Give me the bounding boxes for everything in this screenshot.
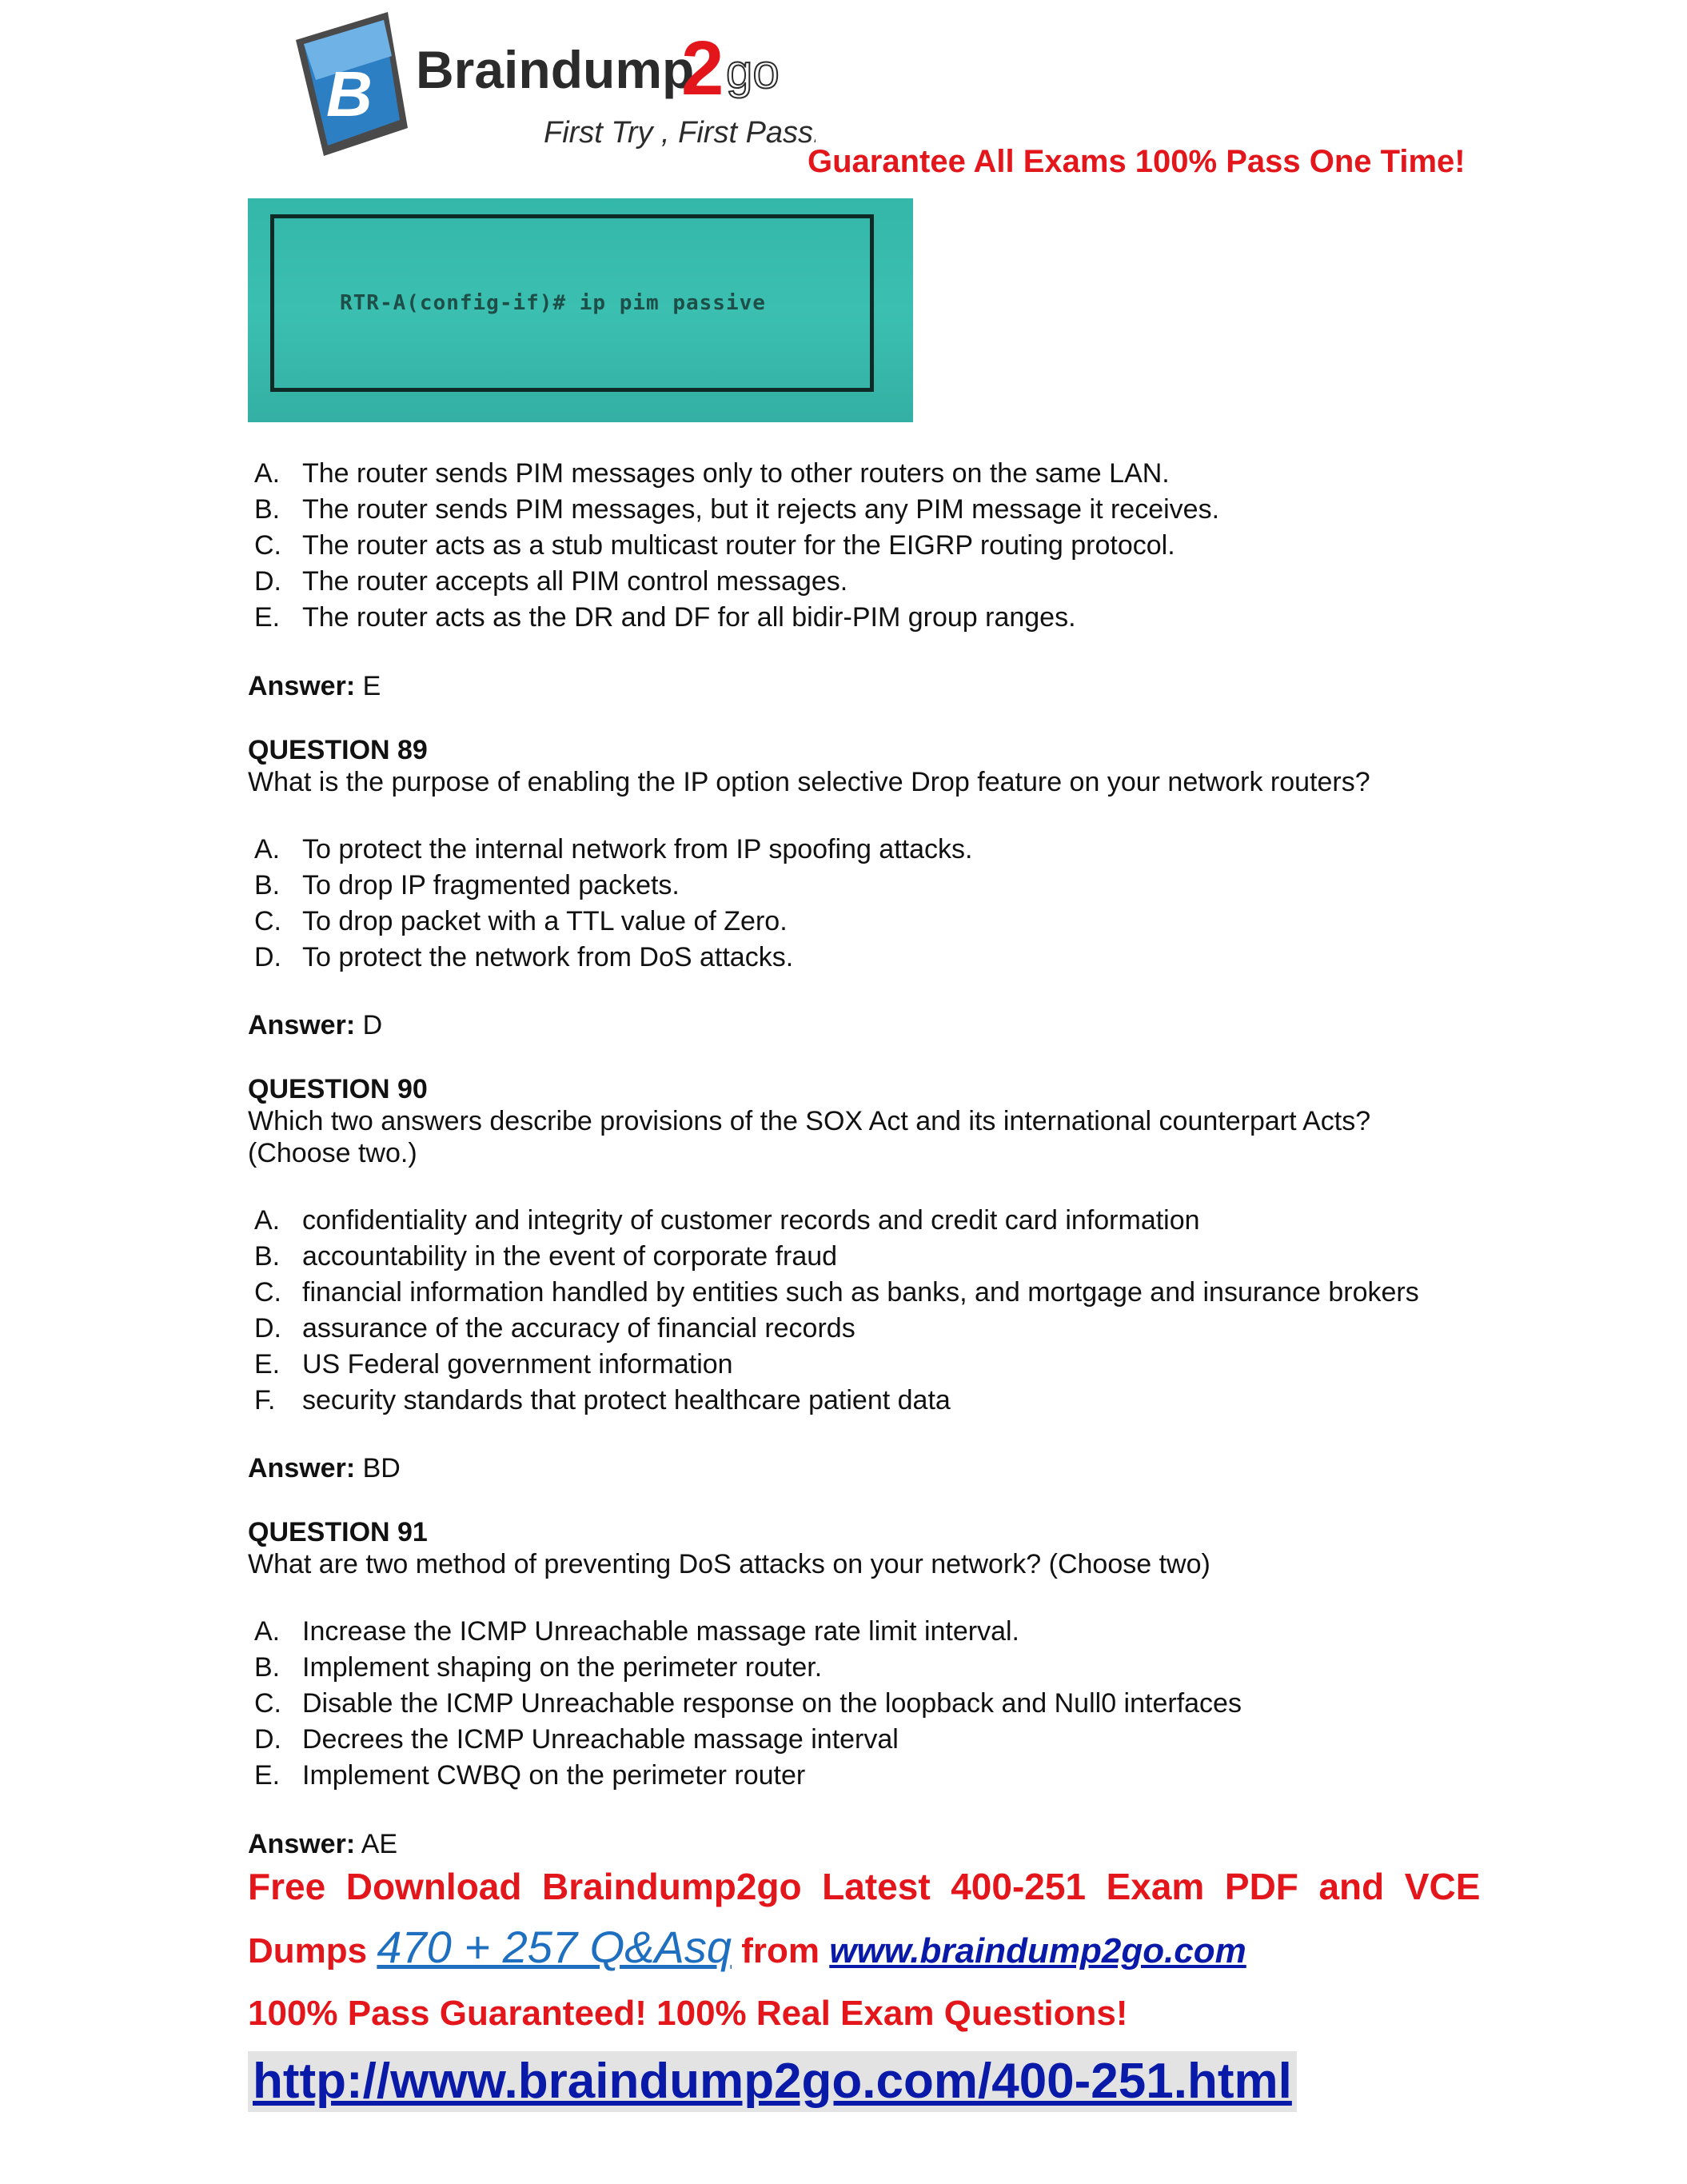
promo-dumps-line: [248, 1921, 1246, 1978]
answer-q88: Answer: E: [248, 671, 381, 701]
list-item: C. To drop packet with a TTL value of Zero.: [254, 906, 788, 936]
svg-text:2: 2: [681, 26, 724, 111]
list-item: D. Decrees the ICMP Unreachable massage interval: [254, 1724, 899, 1755]
list-item: D. The router accepts all PIM control messages.: [254, 566, 848, 597]
question-91-title: QUESTION 91: [248, 1517, 428, 1547]
answer-q91: Answer: AE: [248, 1829, 398, 1859]
question-90-title: QUESTION 90: [248, 1074, 428, 1104]
list-item: A. To protect the internal network from IP spoofing attacks.: [254, 834, 973, 864]
list-item: D. assurance of the accuracy of financial records: [254, 1313, 855, 1344]
list-item: A. The router sends PIM messages only to other routers on the same LAN.: [254, 458, 1170, 489]
question-89-text: What is the purpose of enabling the IP option selective Drop feature on your network routers?: [248, 767, 1370, 797]
exam-url-box: [248, 2051, 1297, 2112]
exam-url-link[interactable]: http://www.braindump2go.com/400-251.html: [253, 2054, 1292, 2109]
question-91-text: What are two method of preventing DoS attacks on your network? (Choose two): [248, 1549, 1210, 1579]
answer-q90: Answer: BD: [248, 1453, 401, 1483]
promo-line: Free Download Braindump2go Latest 400-251 Exam PDF and VCE: [248, 1866, 1481, 1907]
list-item: E. US Federal government information: [254, 1349, 733, 1379]
answer-q89: Answer: D: [248, 1010, 383, 1040]
question-90-text-cont: (Choose two.): [248, 1138, 417, 1168]
svg-text:First Try , First Pass!: First Try , First Pass!: [544, 116, 816, 150]
question-90-text: Which two answers describe provisions of the SOX Act and its international counterpart Acts?: [248, 1106, 1371, 1136]
list-item: E. The router acts as the DR and DF for all bidir-PIM group ranges.: [254, 602, 1076, 633]
terminal-screenshot: [248, 198, 913, 422]
promo-dumps: Dumps: [248, 1931, 368, 1970]
list-item: E. Implement CWBQ on the perimeter router: [254, 1760, 806, 1791]
list-item: D. To protect the network from DoS attacks.: [254, 942, 794, 972]
promo-guarantee: 100% Pass Guaranteed! 100% Real Exam Questions!: [248, 1994, 1128, 2033]
list-item: C. financial information handled by entities such as banks, and mortgage and insurance brokers: [254, 1277, 1419, 1308]
list-item: B. accountability in the event of corporate fraud: [254, 1241, 838, 1272]
terminal-command: RTR-A(config-if)# ip pim passive: [340, 291, 766, 315]
list-item: F. security standards that protect healthcare patient data: [254, 1385, 951, 1415]
logo-graphic: [288, 8, 816, 176]
list-item: A. Increase the ICMP Unreachable massage rate limit interval.: [254, 1616, 1019, 1647]
question-89-title: QUESTION 89: [248, 735, 428, 765]
site-link[interactable]: www.braindump2go.com: [829, 1931, 1246, 1970]
list-item: C. The router acts as a stub multicast router for the EIGRP routing protocol.: [254, 530, 1175, 561]
braindump2go-logo: [288, 8, 816, 176]
list-item: B. To drop IP fragmented packets.: [254, 870, 680, 900]
list-item: C. Disable the ICMP Unreachable response on the loopback and Null0 interfaces: [254, 1688, 1242, 1719]
promo-from: from: [741, 1931, 820, 1970]
svg-text:B: B: [326, 58, 373, 130]
svg-text:go: go: [726, 45, 780, 98]
qa-count-link[interactable]: 470 + 257 Q&Asq: [377, 1922, 732, 1972]
guarantee-banner: Guarantee All Exams 100% Pass One Time!: [808, 144, 1466, 179]
list-item: B. Implement shaping on the perimeter router.: [254, 1652, 823, 1683]
list-item: A. confidentiality and integrity of customer records and credit card information: [254, 1205, 1200, 1236]
list-item: B. The router sends PIM messages, but it rejects any PIM message it receives.: [254, 494, 1220, 525]
svg-text:Braindump: Braindump: [416, 40, 695, 99]
